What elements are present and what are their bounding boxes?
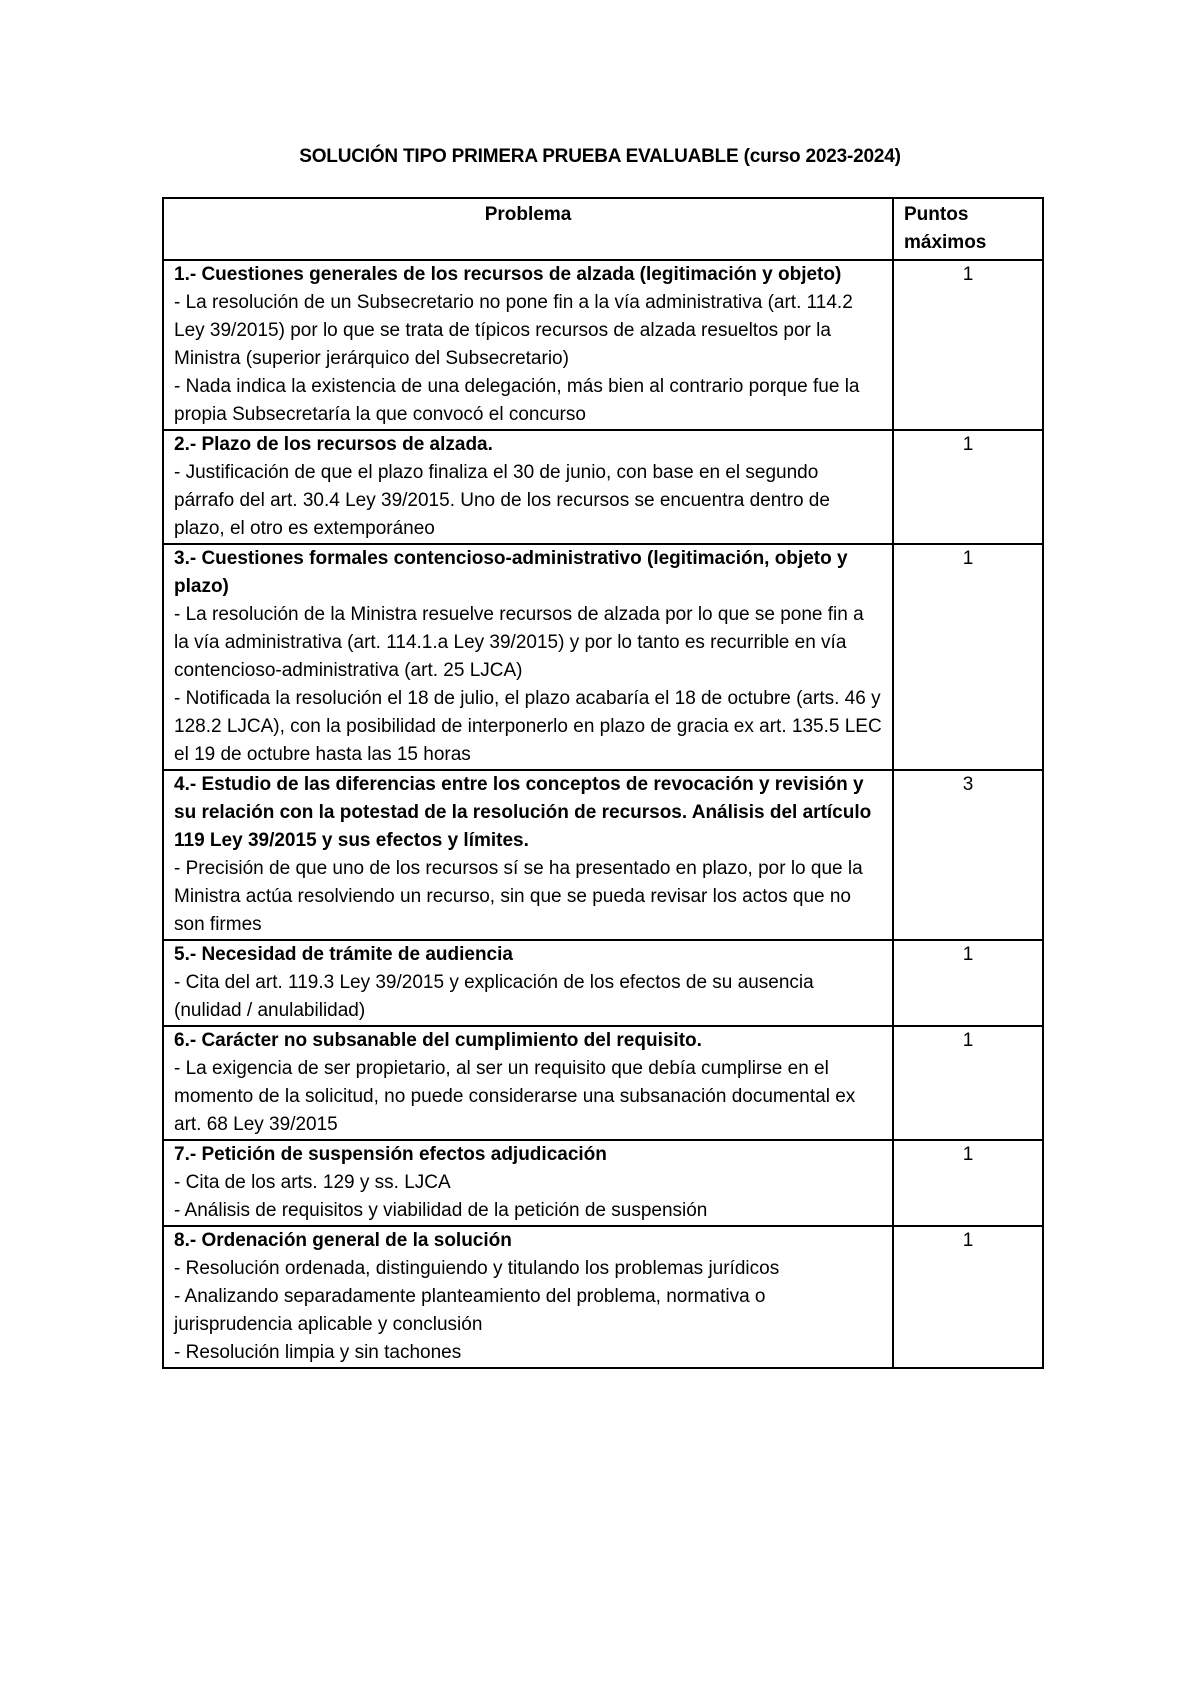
problem-heading: 2.- Plazo de los recursos de alzada. [174,434,493,455]
document-title: SOLUCIÓN TIPO PRIMERA PRUEBA EVALUABLE (curso 2023-2024) [299,146,901,167]
points-cell: 1 [893,1026,1043,1140]
problem-heading: 7.- Petición de suspensión efectos adjudicación [174,1144,607,1165]
problem-cell [163,1226,893,1368]
points-header-line-2: máximos [904,232,987,253]
problem-cell [163,1140,893,1226]
problem-heading: 4.- Estudio de las diferencias entre los conceptos de revocación y revisión y su relación con la potestad de la resolución de recursos. Análisis del artículo 119 Ley 39/2015 y sus efectos y límites. [174,774,872,851]
grading-table [162,197,1044,1369]
problem-detail: - Análisis de requisitos y viabilidad de la petición de suspensión [174,1200,708,1221]
problem-cell [163,770,893,940]
table-row [163,940,1043,1026]
problem-detail: - Precisión de que uno de los recursos sí se ha presentado en plazo, por lo que la Ministra actúa resolviendo un recurso, sin que se pueda revisar los actos que no son firmes [174,858,863,935]
problem-detail: - Notificada la resolución el 18 de julio, el plazo acabaría el 18 de octubre (arts. 46 y 128.2 LJCA), con la posibilidad de interponerlo en plazo de gracia ex art. 135.5 LEC el 19 de octubre hasta las 15 horas [174,688,882,765]
table-body [163,260,1043,1368]
points-cell: 1 [893,1140,1043,1226]
points-column-header [893,198,1043,260]
problem-detail: - Cita del art. 119.3 Ley 39/2015 y explicación de los efectos de su ausencia (nulidad / anulabilidad) [174,972,814,1021]
points-cell: 1 [893,1226,1043,1368]
problem-header-label: Problema [484,204,572,225]
problem-cell [163,430,893,544]
table-row [163,1026,1043,1140]
table-row [163,430,1043,544]
table-row [163,1226,1043,1368]
problem-heading: 3.- Cuestiones formales contencioso-administrativo (legitimación, objeto y plazo) [174,548,848,597]
problem-detail: - Nada indica la existencia de una delegación, más bien al contrario porque fue la propia Subsecretaría la que convocó el concurso [174,376,860,425]
points-header-line-1: Puntos [904,204,969,225]
problem-detail: - Resolución ordenada, distinguiendo y titulando los problemas jurídicos [174,1258,780,1279]
problem-heading: 6.- Carácter no subsanable del cumplimiento del requisito. [174,1030,702,1051]
table-row [163,1140,1043,1226]
points-cell: 1 [893,260,1043,430]
problem-cell [163,260,893,430]
problem-heading: 1.- Cuestiones generales de los recursos de alzada (legitimación y objeto) [174,264,842,285]
table-header-row [163,198,1043,260]
problem-detail: - Resolución limpia y sin tachones [174,1342,462,1363]
problem-cell [163,544,893,770]
problem-detail: - Cita de los arts. 129 y ss. LJCA [174,1172,451,1193]
points-cell: 1 [893,940,1043,1026]
points-cell: 1 [893,544,1043,770]
problem-heading: 5.- Necesidad de trámite de audiencia [174,944,513,965]
problem-cell [163,940,893,1026]
problem-detail: - Analizando separadamente planteamiento del problema, normativa o jurisprudencia aplicable y conclusión [174,1286,766,1335]
problem-detail: - La resolución de un Subsecretario no pone fin a la vía administrativa (art. 114.2 Ley 39/2015) por lo que se trata de típicos recursos de alzada resueltos por la Ministra (superior jerárquico del Subsecretario) [174,292,853,369]
points-cell: 1 [893,430,1043,544]
points-cell: 3 [893,770,1043,940]
table-row [163,544,1043,770]
problem-heading: 8.- Ordenación general de la solución [174,1230,512,1251]
problem-column-header [163,198,893,260]
problem-detail: - La resolución de la Ministra resuelve recursos de alzada por lo que se pone fin a la vía administrativa (art. 114.1.a Ley 39/2015) y por lo tanto es recurrible en vía contencioso-administrativa (art. 25 LJCA) [174,604,864,681]
table-row [163,260,1043,430]
problem-cell [163,1026,893,1140]
table-row [163,770,1043,940]
problem-detail: - La exigencia de ser propietario, al ser un requisito que debía cumplirse en el momento de la solicitud, no puede considerarse una subsanación documental ex art. 68 Ley 39/2015 [174,1058,856,1135]
problem-detail: - Justificación de que el plazo finaliza el 30 de junio, con base en el segundo párrafo del art. 30.4 Ley 39/2015. Uno de los recursos se encuentra dentro de plazo, el otro es extemporáneo [174,462,830,539]
